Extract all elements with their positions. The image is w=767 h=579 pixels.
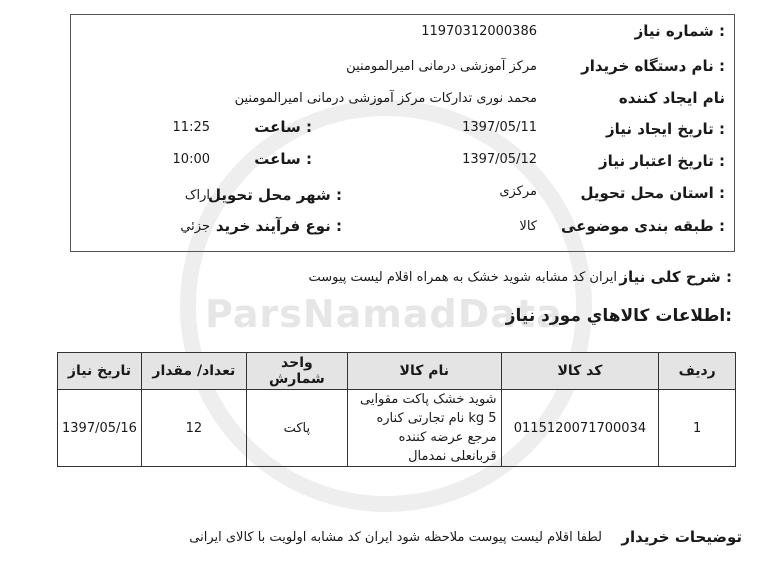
buyer-org-label: نام دستگاه خریدار : [581, 57, 725, 75]
validity-date-label: تاریخ اعتبار نیاز : [599, 152, 725, 170]
validity-date-value: 1397/05/12 [462, 152, 537, 167]
description-value: ایران کد مشابه شوید خشک به همراه اقلام لیست پیوست [308, 270, 617, 285]
create-time-value: 11:25 [172, 120, 210, 135]
cell-row-number: 1 [659, 390, 736, 467]
buyer-org-value: مرکز آموزشی درمانی امیرالمومنین [346, 59, 537, 74]
process-value: جزئي [180, 219, 210, 234]
items-table [57, 352, 736, 467]
need-number-value: 11970312000386 [421, 24, 537, 39]
buyer-notes-label: توضیحات خریدار [621, 528, 742, 546]
province-label: استان محل تحویل : [580, 184, 725, 202]
creator-value: محمد نوری تدارکات مرکز آموزشی درمانی امیرالمومنین [234, 91, 537, 106]
col-header-row: ردیف [659, 353, 736, 390]
creator-label: نام ایجاد کننده [618, 89, 725, 107]
category-label: طبقه بندی موضوعی : [560, 217, 725, 235]
process-label: نوع فرآیند خرید : [215, 217, 342, 235]
buyer-notes-value: لطفا اقلام لیست پیوست ملاحظه شود ایران کد مشابه اولویت با کالای ایرانی [189, 530, 602, 545]
validity-time-value: 10:00 [172, 152, 210, 167]
cell-unit: پاکت [246, 390, 347, 467]
city-value: اراک [184, 188, 210, 203]
cell-item-name: شوید خشک پاکت مقوایی 5 kg نام تجارتی کناره مرجع عرضه کننده قربانعلی نمدمال [348, 390, 502, 467]
city-label: شهر محل تحویل : [207, 186, 342, 204]
province-value: مرکزی [499, 184, 537, 199]
create-time-label: ساعت : [254, 118, 312, 136]
cell-item-code: 0115120071700034 [501, 390, 659, 467]
cell-qty: 12 [141, 390, 246, 467]
table-row [58, 390, 736, 467]
table-header-row [58, 353, 736, 390]
create-date-value: 1397/05/11 [462, 120, 537, 135]
create-date-label: تاریخ ایجاد نیاز : [606, 120, 725, 138]
col-header-date: تاریخ نیاز [58, 353, 142, 390]
col-header-name: نام کالا [348, 353, 502, 390]
cell-need-date: 1397/05/16 [58, 390, 142, 467]
col-header-code: کد کالا [501, 353, 659, 390]
col-header-qty: تعداد/ مقدار [141, 353, 246, 390]
validity-time-label: ساعت : [254, 150, 312, 168]
watermark-text: ParsNamadData [205, 292, 563, 336]
category-value: کالا [519, 219, 537, 234]
items-section-title: اطلاعات کالاهاي مورد نياز: [505, 306, 732, 326]
description-label: شرح کلی نیاز : [619, 268, 732, 286]
col-header-unit: واحد شمارش [246, 353, 347, 390]
need-number-label: شماره نیاز : [634, 22, 725, 40]
